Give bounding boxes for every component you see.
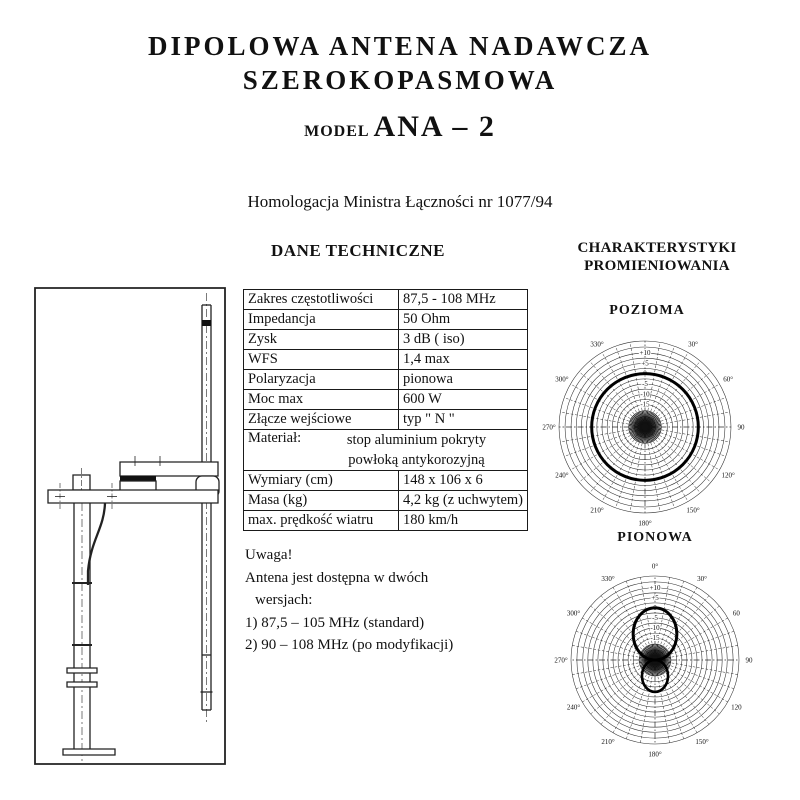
model-name: ANA – 2	[373, 110, 496, 143]
svg-text:-5: -5	[652, 614, 658, 622]
table-row	[244, 310, 528, 330]
svg-text:-15: -15	[650, 634, 660, 643]
note-line: wersjach:	[255, 592, 313, 608]
radiation-heading-line1: CHARAKTERYSTYKI	[577, 240, 737, 256]
technical-data-table	[243, 289, 528, 531]
spec-label: Zysk	[244, 330, 399, 350]
svg-text:270°: 270°	[542, 423, 556, 432]
note-line: Uwaga!	[245, 547, 293, 563]
spec-value: 148 x 106 x 6	[399, 471, 528, 491]
svg-text:120°: 120°	[721, 471, 735, 480]
svg-text:+10: +10	[639, 349, 651, 358]
pionowa-polar-chart	[545, 548, 765, 796]
spec-label: Zakres częstotliwości	[244, 290, 399, 310]
radiation-heading	[543, 239, 771, 275]
note-line: 1) 87,5 – 105 MHz (standard)	[245, 614, 425, 631]
svg-text:300°: 300°	[555, 375, 569, 384]
homologation-text: Homologacja Ministra Łączności nr 1077/94	[247, 192, 553, 211]
horizontal-pattern-title: POZIOMA	[609, 303, 685, 318]
spec-value: 3 dB ( iso)	[399, 330, 528, 350]
spec-label: Wymiary (cm)	[244, 471, 399, 491]
spec-label: max. prędkość wiatru	[244, 511, 399, 531]
spec-value: 50 Ohm	[399, 310, 528, 330]
svg-text:+5: +5	[641, 359, 649, 368]
spec-value: 1,4 max	[399, 350, 528, 370]
page-title-line2: SZEROKOPASMOWA	[242, 65, 558, 95]
svg-text:150°: 150°	[695, 737, 709, 746]
svg-text:0: 0	[643, 369, 647, 378]
svg-text:90: 90	[745, 656, 753, 665]
svg-text:330°: 330°	[590, 340, 604, 349]
svg-text:180°: 180°	[638, 519, 652, 528]
table-row	[244, 410, 528, 430]
table-row	[244, 330, 528, 350]
svg-text:30°: 30°	[697, 575, 707, 584]
svg-text:0°: 0°	[651, 562, 659, 571]
svg-text:180°: 180°	[648, 750, 662, 759]
note-line: Antena jest dostępna w dwóch	[245, 569, 429, 586]
material-value	[310, 430, 523, 470]
spec-label: Polaryzacja	[244, 370, 399, 390]
spec-value: 180 km/h	[399, 511, 528, 531]
spec-value: typ " N "	[399, 410, 528, 430]
svg-text:240°: 240°	[566, 703, 581, 712]
svg-text:+5: +5	[651, 593, 659, 602]
svg-text:210°: 210°	[601, 737, 615, 746]
svg-text:330°: 330°	[601, 575, 615, 584]
svg-text:240°: 240°	[555, 471, 569, 480]
svg-text:150°: 150°	[686, 506, 700, 515]
spec-label: Impedancja	[244, 310, 399, 330]
svg-text:300°: 300°	[566, 609, 581, 618]
page-title-line1: DIPOLOWA ANTENA NADAWCZA	[147, 31, 653, 61]
spec-value: 87,5 - 108 MHz	[399, 290, 528, 310]
drawing-frame	[35, 288, 225, 764]
svg-text:210°: 210°	[590, 506, 604, 515]
table-row	[244, 471, 528, 491]
model-prefix: MODEL	[304, 123, 370, 140]
table-row-material	[244, 430, 528, 471]
availability-note	[245, 544, 453, 657]
spec-label: WFS	[244, 350, 399, 370]
svg-text:270°: 270°	[554, 656, 568, 665]
pozioma-polar-chart	[539, 320, 751, 532]
table-row	[244, 390, 528, 410]
spec-label: Masa (kg)	[244, 491, 399, 511]
note-line: 2) 90 – 108 MHz (po modyfikacji)	[245, 637, 454, 653]
svg-text:-10: -10	[640, 390, 650, 399]
spec-label: Moc max	[244, 390, 399, 410]
vertical-pattern-title: PIONOWA	[617, 530, 693, 545]
svg-text:+10: +10	[649, 583, 661, 592]
table-row	[244, 290, 528, 310]
svg-text:120: 120	[731, 703, 742, 712]
spec-value: pionowa	[399, 370, 528, 390]
table-row	[244, 350, 528, 370]
tech-data-heading: DANE TECHNICZNE	[271, 241, 445, 260]
material-label: Materiał:	[248, 430, 302, 446]
svg-text:0: 0	[653, 603, 657, 612]
svg-text:30°: 30°	[688, 340, 698, 349]
svg-text:60°: 60°	[723, 375, 734, 384]
spec-value: 600 W	[399, 390, 528, 410]
antenna-technical-drawing	[34, 287, 226, 765]
model-line	[0, 110, 800, 144]
svg-text:-5: -5	[642, 380, 648, 388]
spec-value: 4,2 kg (z uchwytem)	[399, 491, 528, 511]
svg-text:90: 90	[737, 423, 745, 432]
material-value-line2: powłoką antykorozyjną	[348, 452, 485, 468]
table-row	[244, 370, 528, 390]
radiation-heading-line2: PROMIENIOWANIA	[584, 258, 730, 274]
svg-text:-10: -10	[650, 624, 660, 633]
table-row	[244, 491, 528, 511]
svg-text:-15: -15	[640, 400, 650, 409]
table-row	[244, 511, 528, 531]
svg-text:60: 60	[732, 609, 740, 618]
spec-label: Złącze wejściowe	[244, 410, 399, 430]
material-value-line1: stop aluminium pokryty	[346, 432, 487, 448]
